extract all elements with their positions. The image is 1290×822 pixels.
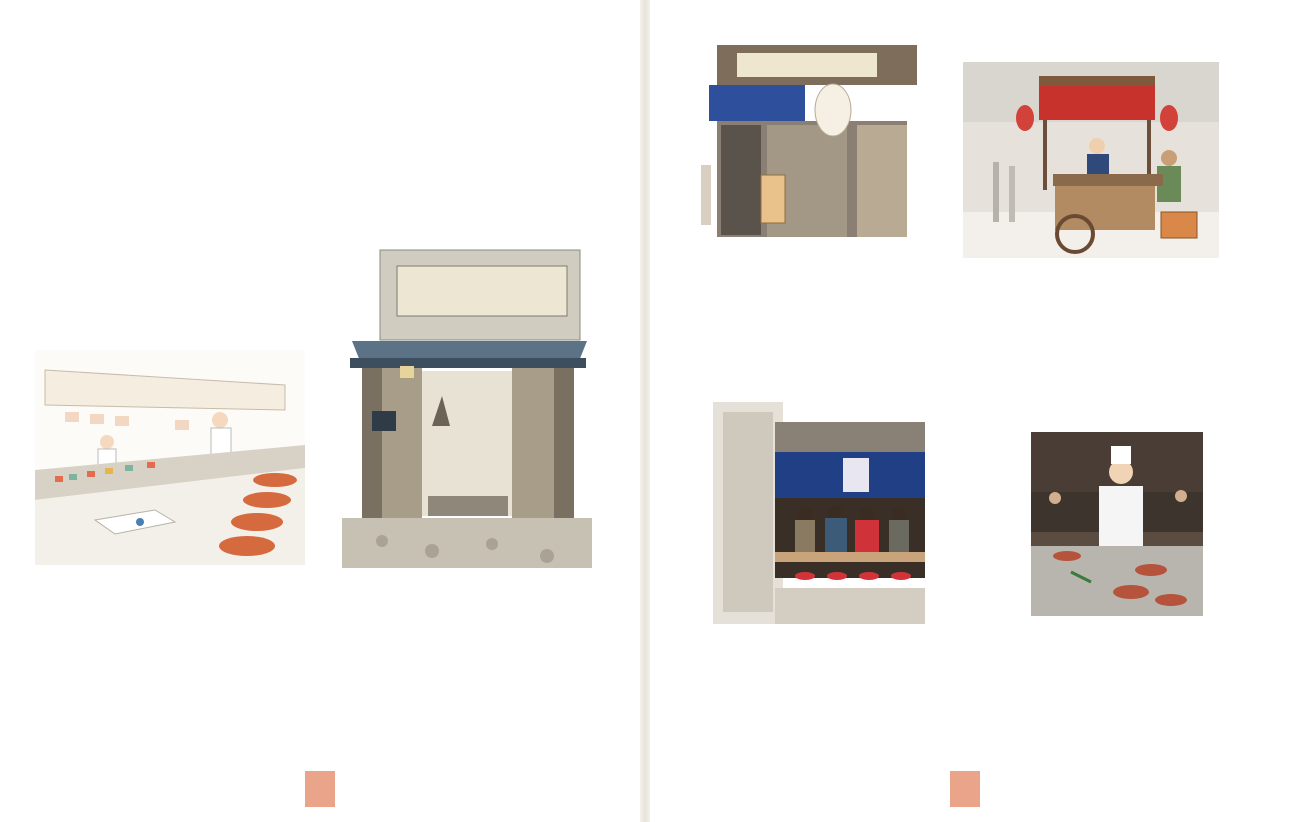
izakaya-illustration [697, 45, 929, 237]
section-title-yatai [994, 282, 1002, 304]
section-title-izakaya [698, 282, 706, 304]
section-title-nouilles [698, 636, 706, 658]
page-number-right [950, 771, 980, 807]
yatai-illustration [963, 62, 1219, 258]
section-title-kaiseki [347, 600, 355, 622]
teppanyaki-illustration [1031, 432, 1203, 616]
sushi-bar-illustration [35, 350, 305, 565]
page-number-left [305, 771, 335, 807]
right-page [645, 0, 1290, 822]
section-title-teppanyaki [994, 636, 1002, 658]
section-title-sushi-ya [50, 600, 58, 622]
noodle-restaurant-illustration [713, 402, 925, 624]
kaiseki-facade-illustration [342, 246, 592, 568]
